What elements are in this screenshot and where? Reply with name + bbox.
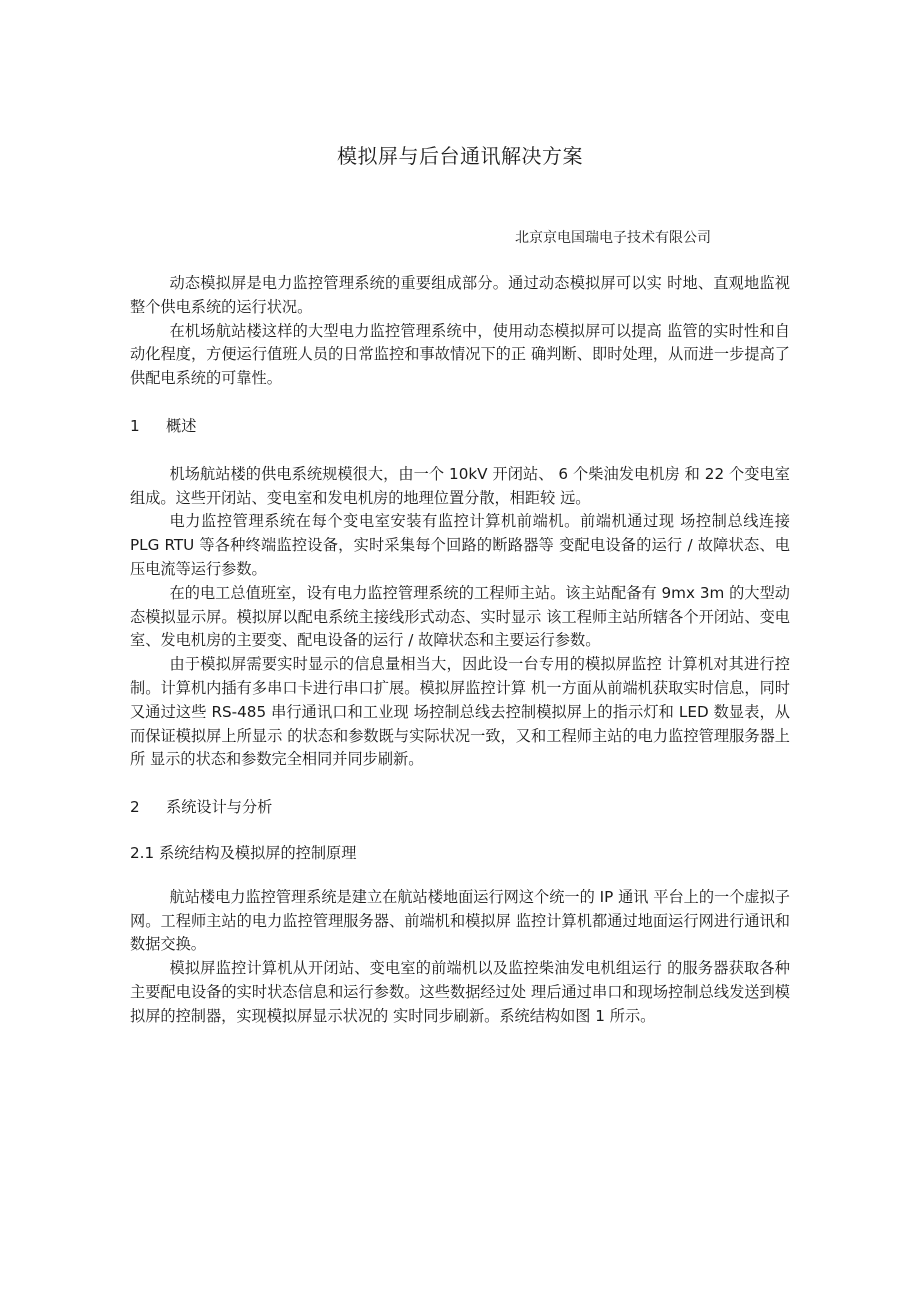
body-paragraph: 航站楼电力监控管理系统是建立在航站楼地面运行网这个统一的 IP 通讯 平台上的一个虚拟子网。工程师主站的电力监控管理服务器、前端机和模拟屏 监控计算机都通过地面运行网进行通讯和数据交换。 <box>130 887 790 954</box>
body-paragraph: 由于模拟屏需要实时显示的信息量相当大，因此设一台专用的模拟屏监控 计算机对其进行控制。计算机内插有多串口卡进行串口扩展。模拟屏监控计算 机一方面从前端机获取实时信息，同时又通过这些 RS-485 串行通讯口和工业现 场控制总线去控制模拟屏上的指示灯和 LED 数显表，从而保证模拟屏上所显示 的状态和参数既与实际状况一致，又和工程师主站的电力监控管理服务器上所 显示的状态和参数完全相同并同步刷新。 <box>130 655 790 769</box>
body-paragraph: 模拟屏监控计算机从开闭站、变电室的前端机以及监控柴油发电机组运行 的服务器获取各种主要配电设备的实时状态信息和运行参数。这些数据经过处 理后通过串口和现场控制总线发送到模拟屏的控制器，实现模拟屏显示状况的 实时同步刷新。系统结构如图 1 所示。 <box>130 959 790 1025</box>
body-paragraph: 机场航站楼的供电系统规模很大，由一个 10kV 开闭站、 6 个柴油发电机房 和 22 个变电室组成。这些开闭站、变电室和发电机房的地理位置分散，相距较 远。 <box>130 464 790 507</box>
body-paragraph: 电力监控管理系统在每个变电室安装有监控计算机前端机。前端机通过现 场控制总线连接 PLG RTU 等各种终端监控设备，实时采集每个回路的断路器等 变配电设备的运行 / 故障状态、电压电流等运行参数。 <box>130 512 790 578</box>
document-body <box>130 272 790 1029</box>
section-2-heading <box>130 796 790 820</box>
section-number: 1 <box>130 416 140 435</box>
section-title: 系统设计与分析 <box>166 798 273 817</box>
section-1-heading <box>130 415 790 439</box>
section-title: 概述 <box>166 416 197 435</box>
intro-paragraph: 在机场航站楼这样的大型电力监控管理系统中，使用动态模拟屏可以提高 监管的实时性和自动化程度，方便运行值班人员的日常监控和事故情况下的正 确判断、即时处理，从而进一步提高了供配电系统的可靠性。 <box>130 321 790 388</box>
section-number: 2 <box>130 798 140 817</box>
subsection-2-1-heading: 2.1 系统结构及模拟屏的控制原理 <box>130 843 357 862</box>
company-name: 北京京电国瑞电子技术有限公司 <box>515 230 711 246</box>
intro-paragraph: 动态模拟屏是电力监控管理系统的重要组成部分。通过动态模拟屏可以实 时地、直观地监视整个供电系统的运行状况。 <box>130 274 790 316</box>
document-title: 模拟屏与后台通讯解决方案 <box>337 144 583 168</box>
body-paragraph: 在的电工总值班室，设有电力监控管理系统的工程师主站。该主站配备有 9mx 3m 的大型动态模拟显示屏。模拟屏以配电系统主接线形式动态、实时显示 该工程师主站所辖各个开闭站、变电室、发电机房的主要变、配电设备的运行 / 故障状态和主要运行参数。 <box>130 583 790 650</box>
